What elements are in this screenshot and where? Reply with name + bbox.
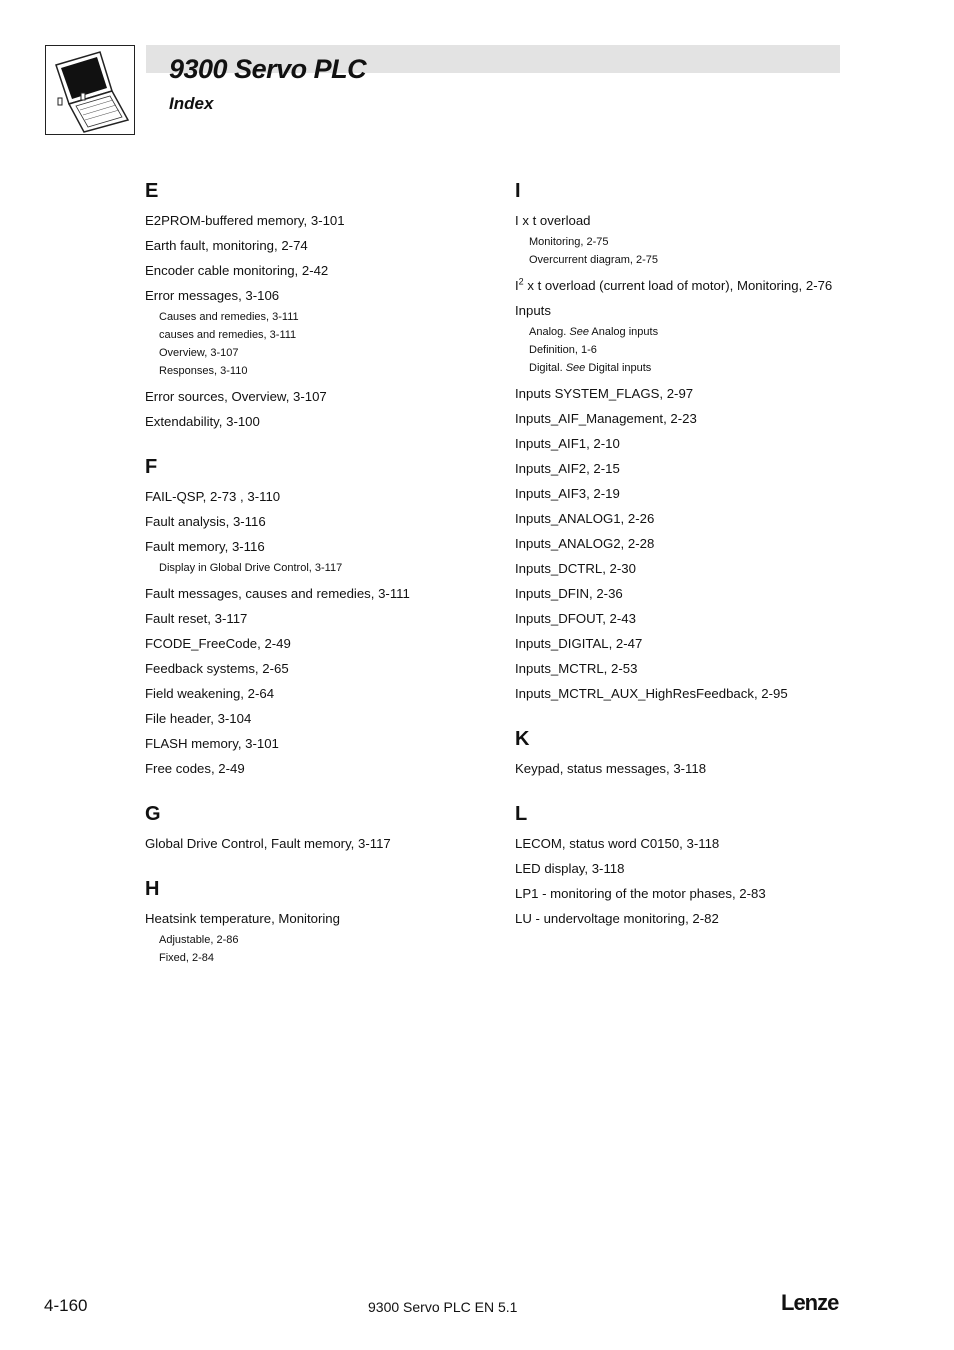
index-subentry: Responses, 3-110: [159, 365, 248, 377]
index-entry: LP1 - monitoring of the motor phases, 2-83: [515, 886, 766, 901]
index-entry: Global Drive Control, Fault memory, 3-117: [145, 836, 391, 851]
section-letter: H: [145, 878, 160, 900]
index-section-e: [145, 178, 495, 430]
index-entry: E2PROM-buffered memory, 3-101: [145, 213, 345, 228]
entry-text: x t overload (current load of motor), Monitoring, 2-76: [523, 278, 833, 293]
index-entry: Inputs_AIF2, 2-15: [515, 461, 620, 476]
index-entry: Free codes, 2-49: [145, 761, 245, 776]
laptop-icon: [46, 46, 134, 134]
index-entry: Fault reset, 3-117: [145, 611, 248, 626]
section-letter: I: [515, 180, 521, 202]
see-reference: See: [565, 362, 586, 374]
subentry-target: Analog inputs: [588, 326, 659, 338]
index-subentries: [515, 233, 865, 269]
index-subentries: [515, 323, 865, 377]
index-entry: FCODE_FreeCode, 2-49: [145, 636, 291, 651]
index-entry: Earth fault, monitoring, 2-74: [145, 238, 308, 253]
index-entry: Fault analysis, 3-116: [145, 514, 266, 529]
index-section-g: [145, 801, 495, 852]
laptop-icon-frame: [45, 45, 135, 135]
index-subentry: [529, 323, 865, 341]
index-subentry: Overcurrent diagram, 2-75: [529, 254, 658, 266]
index-subentry: [529, 341, 865, 359]
index-entry: Heatsink temperature, Monitoring: [145, 911, 340, 926]
index-entry: LU - undervoltage monitoring, 2-82: [515, 911, 719, 926]
index-subentry: Causes and remedies, 3-111: [159, 311, 299, 323]
index-subentries: [145, 559, 495, 577]
index-entry: [515, 277, 865, 294]
section-letter: G: [145, 803, 161, 825]
subentry-text: Definition, 1-6: [529, 344, 597, 356]
index-entry: Inputs_ANALOG2, 2-28: [515, 536, 655, 551]
index-section-f: [145, 454, 495, 777]
index-entry: Field weakening, 2-64: [145, 686, 275, 701]
subentry-text: Analog.: [529, 326, 570, 338]
index-subentries: [145, 931, 495, 967]
index-entry: Inputs_DFOUT, 2-43: [515, 611, 636, 626]
index-entry: Inputs: [515, 303, 551, 318]
index-column-left: [145, 174, 495, 975]
index-subentry: Adjustable, 2-86: [159, 934, 239, 946]
section-letter: L: [515, 803, 528, 825]
section-subtitle: Index: [169, 94, 214, 113]
index-subentry: Fixed, 2-84: [159, 952, 215, 964]
index-entry: Fault messages, causes and remedies, 3-111: [145, 586, 410, 601]
index-entry: Error messages, 3-106: [145, 288, 280, 303]
index-subentry: Display in Global Drive Control, 3-117: [159, 562, 343, 574]
index-entry: Inputs_AIF3, 2-19: [515, 486, 620, 501]
index-section-k: [515, 726, 865, 777]
document-title: 9300 Servo PLC: [169, 54, 367, 84]
index-subentry: Monitoring, 2-75: [529, 236, 609, 248]
index-entry: FAIL-QSP, 2-73 , 3-110: [145, 489, 281, 504]
footer-document-id: 9300 Servo PLC EN 5.1: [368, 1299, 518, 1315]
index-entry: File header, 3-104: [145, 711, 252, 726]
index-column-right: [515, 174, 865, 935]
index-subentries: [145, 308, 495, 380]
index-entry: Inputs_AIF_Management, 2-23: [515, 411, 697, 426]
index-subentry: [529, 359, 865, 377]
index-entry: LED display, 3-118: [515, 861, 625, 876]
index-entry: Fault memory, 3-116: [145, 539, 265, 554]
subentry-target: Digital inputs: [585, 362, 652, 374]
index-entry: Inputs_DIGITAL, 2-47: [515, 636, 643, 651]
index-entry: Inputs_ANALOG1, 2-26: [515, 511, 655, 526]
see-reference: See: [569, 326, 589, 338]
index-entry: Inputs_MCTRL_AUX_HighResFeedback, 2-95: [515, 686, 788, 701]
index-section-h: [145, 876, 495, 967]
index-section-l: [515, 801, 865, 927]
index-entry: Inputs_AIF1, 2-10: [515, 436, 620, 451]
index-subentry: Overview, 3-107: [159, 347, 239, 359]
index-entry: Inputs_DFIN, 2-36: [515, 586, 623, 601]
entry-superscript: 2: [518, 276, 524, 287]
index-subentry: causes and remedies, 3-111: [159, 329, 297, 341]
index-entry: Extendability, 3-100: [145, 414, 260, 429]
entry-prefix: I: [515, 278, 519, 293]
index-entry: Feedback systems, 2-65: [145, 661, 289, 676]
index-entry: Encoder cable monitoring, 2-42: [145, 263, 329, 278]
section-letter: K: [515, 728, 530, 750]
brand-logo: Lenze: [781, 1290, 839, 1315]
section-letter: E: [145, 180, 159, 202]
index-entry: I x t overload: [515, 213, 591, 228]
index-entry: LECOM, status word C0150, 3-118: [515, 836, 720, 851]
subentry-text: Digital.: [529, 362, 566, 374]
index-entry: Error sources, Overview, 3-107: [145, 389, 327, 404]
index-entry: Inputs_MCTRL, 2-53: [515, 661, 638, 676]
section-letter: F: [145, 456, 158, 478]
page-number: 4-160: [44, 1296, 88, 1315]
index-section-i: [515, 178, 865, 702]
index-entry: Keypad, status messages, 3-118: [515, 761, 707, 776]
index-entry: FLASH memory, 3-101: [145, 736, 279, 751]
index-entry: Inputs_DCTRL, 2-30: [515, 561, 636, 576]
index-entry: Inputs SYSTEM_FLAGS, 2-97: [515, 386, 694, 401]
